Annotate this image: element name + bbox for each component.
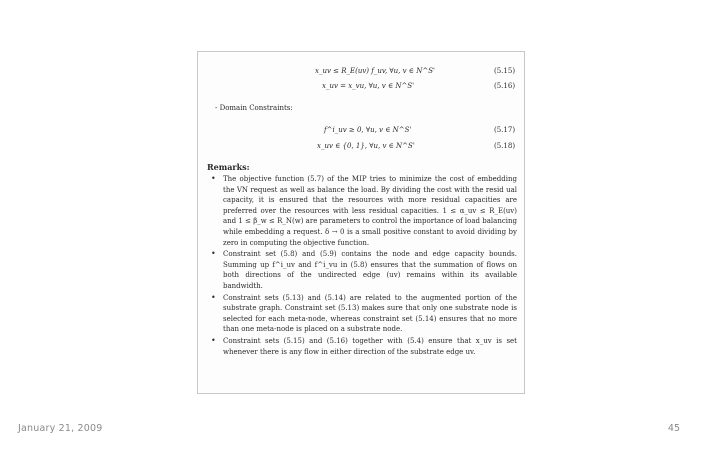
equation-5-16: x_uv = x_vu, ∀u, v ∈ N^S' (322, 82, 415, 90)
equation-5-17: f^i_uv ≥ 0, ∀u, v ∈ N^S' (324, 126, 412, 134)
equation-number-5-18: (5.18) (494, 142, 516, 150)
equation-5-15: x_uv ≤ R_E(uv) f_uv, ∀u, v ∈ N^S' (315, 67, 435, 75)
remark-item (209, 174, 517, 248)
equation-5-18: x_uv ∈ {0, 1}, ∀u, v ∈ N^S' (317, 142, 415, 150)
equation-number-5-16: (5.16) (494, 82, 516, 90)
footer-date: January 21, 2009 (18, 423, 103, 434)
remark-text: The objective function (5.7) of the MIP tries to minimize the cost of embedding the VN request as well as balance the load. By dividing the cost with the resid ual capacity, it is ensured that the resources with more residual capacities are preferred over the resources with less residual capacities. 1 ≤ α_uv ≤ R_E(uv) and 1 ≤ β_w ≤ R_N(w) are parameters to control the importance of load balancing while embedding a request. δ → 0 is a small positive constant to avoid dividing by zero in computing the objective function. (223, 175, 517, 247)
remark-item (209, 336, 517, 357)
domain-constraints-heading: - Domain Constraints: (215, 104, 293, 112)
remarks-list (209, 174, 517, 357)
remarks-heading: Remarks: (207, 162, 250, 172)
remark-item (209, 293, 517, 335)
slide-page-image (197, 51, 525, 394)
equation-number-5-17: (5.17) (494, 126, 516, 134)
remark-text: Constraint set (5.8) and (5.9) contains the node and edge capacity bounds. Summing up f^i_uv and f^i_vu in (5.8) ensures that the summation of flows on both directions of the undirected edge (uv) remains within its available bandwidth. (223, 250, 517, 290)
remark-item (209, 249, 517, 291)
bullet-icon: • (211, 249, 216, 259)
bullet-icon: • (211, 174, 216, 183)
equation-number-5-15: (5.15) (494, 67, 516, 75)
bullet-icon: • (211, 335, 216, 345)
remark-text: Constraint sets (5.15) and (5.16) together with (5.4) ensure that x_uv is set whenever there is any flow in either direction of the substrate edge uv. (223, 336, 517, 356)
footer-page-number: 45 (667, 423, 680, 434)
remark-text: Constraint sets (5.13) and (5.14) are related to the augmented portion of the substrate graph. Constraint set (5.13) makes sure that only one substrate node is selected for each meta-node, whereas constraint set (5.14) ensures that no more than one meta-node is placed on a substrate node. (223, 293, 517, 334)
bullet-icon: • (211, 292, 216, 302)
